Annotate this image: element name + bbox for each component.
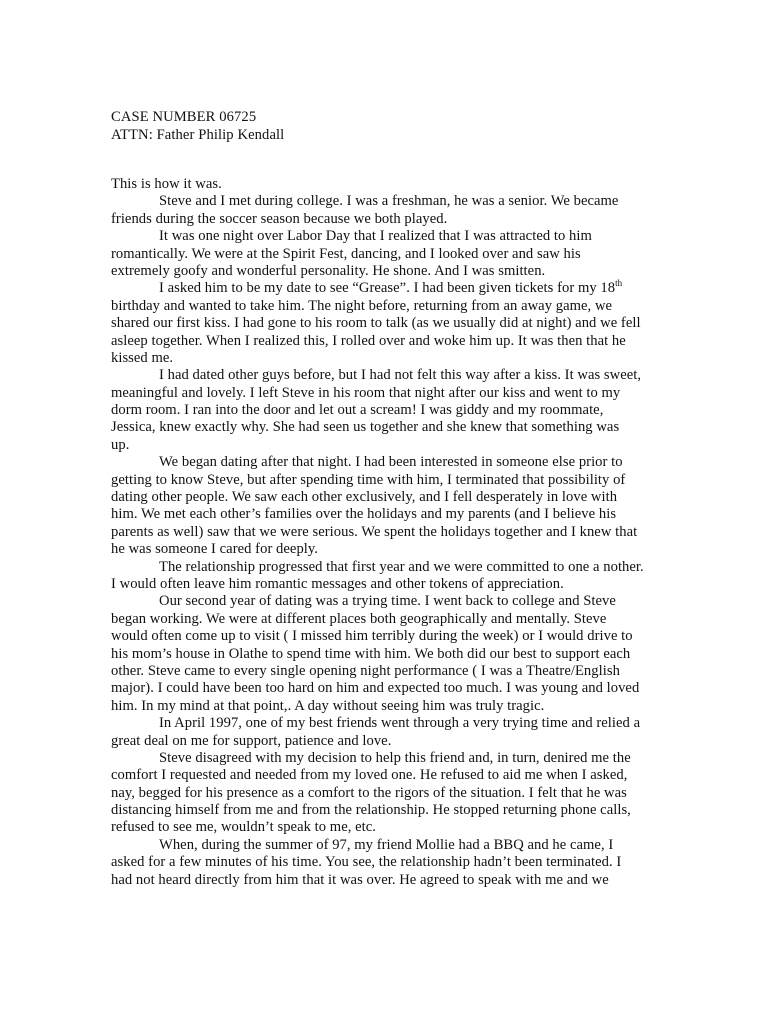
text-line bbox=[111, 402, 711, 419]
text-line-content: This is how it was. bbox=[111, 176, 222, 192]
text-line bbox=[111, 767, 711, 784]
text-line bbox=[111, 367, 711, 384]
text-line-content: It was one night over Labor Day that I realized that I was attracted to him bbox=[159, 228, 592, 245]
text-line bbox=[111, 176, 711, 193]
text-line-content: parents as well) saw that we were serious. We spent the holidays together and I knew that bbox=[111, 523, 638, 540]
text-line bbox=[111, 280, 711, 297]
text-line-content: began working. We were at different places both geographically and mentally. Steve bbox=[111, 610, 607, 627]
text-line-content: I asked him to be my date to see “Grease”. I had been given tickets for my 18 bbox=[159, 280, 616, 297]
text-line bbox=[111, 593, 711, 610]
text-line bbox=[111, 385, 711, 402]
ordinal-superscript: th bbox=[615, 278, 623, 289]
text-line-content: extremely goofy and wonderful personality. He shone. And I was smitten. bbox=[111, 262, 546, 279]
text-line-content: up. bbox=[111, 436, 130, 453]
text-line bbox=[111, 576, 711, 593]
text-line-content: refused to see me, wouldn’t speak to me, etc. bbox=[111, 819, 376, 836]
text-line-content: Our second year of dating was a trying time. I went back to college and Steve bbox=[159, 593, 616, 610]
text-line bbox=[111, 750, 711, 767]
text-line-content: Steve and I met during college. I was a freshman, he was a senior. We became bbox=[159, 193, 619, 210]
text-line bbox=[111, 663, 711, 680]
text-line bbox=[111, 628, 711, 645]
text-line-content: great deal on me for support, patience and love. bbox=[111, 732, 392, 749]
text-line-content: meaningful and lovely. I left Steve in his room that night after our kiss and went to my bbox=[111, 384, 621, 401]
text-line bbox=[111, 698, 711, 715]
text-line-content: his mom’s house in Olathe to spend time with him. We both did our best to support each bbox=[111, 645, 631, 662]
text-line bbox=[111, 489, 711, 506]
text-line-content: I would often leave him romantic messages and other tokens of appreciation. bbox=[111, 575, 564, 592]
text-line bbox=[111, 315, 711, 332]
text-line bbox=[111, 646, 711, 663]
text-line bbox=[111, 785, 711, 802]
text-line bbox=[111, 419, 711, 436]
text-line bbox=[111, 246, 711, 263]
text-line bbox=[111, 506, 711, 523]
text-line-content: getting to know Steve, but after spending time with him, I terminated that possibility of bbox=[111, 471, 626, 488]
letter-body bbox=[111, 176, 711, 889]
text-line-content: We began dating after that night. I had been interested in someone else prior to bbox=[159, 454, 623, 471]
text-line-content: Jessica, knew exactly why. She had seen us together and she knew that something was bbox=[111, 419, 620, 436]
text-line bbox=[111, 854, 711, 871]
text-line-content: Steve disagreed with my decision to help this friend and, in turn, denired me the bbox=[159, 749, 631, 766]
text-line bbox=[111, 193, 711, 210]
text-line-content: he was someone I cared for deeply. bbox=[111, 541, 319, 558]
text-line bbox=[111, 611, 711, 628]
text-line-content: When, during the summer of 97, my friend Mollie had a BBQ and he came, I bbox=[159, 836, 614, 853]
text-line-content: asked for a few minutes of his time. You see, the relationship hadn’t been terminated. I bbox=[111, 854, 622, 871]
text-line bbox=[111, 524, 711, 541]
text-line-content: comfort I requested and needed from my loved one. He refused to aid me when I asked, bbox=[111, 767, 628, 784]
text-line-content: shared our first kiss. I had gone to his room to talk (as we usually did at night) and we fell bbox=[111, 315, 641, 332]
text-line-content: dorm room. I ran into the door and let out a scream! I was giddy and my roommate, bbox=[111, 402, 604, 419]
attention-line: ATTN: Father Philip Kendall bbox=[111, 127, 285, 143]
text-line-content: would often come up to visit ( I missed him terribly during the week) or I would drive to bbox=[111, 628, 633, 645]
text-line bbox=[111, 228, 711, 245]
text-line bbox=[111, 437, 711, 454]
text-line-content: distancing himself from me and from the relationship. He stopped returning phone calls, bbox=[111, 802, 631, 819]
case-number: CASE NUMBER 06725 bbox=[111, 109, 257, 125]
text-line-content: had not heard directly from him that it was over. He agreed to speak with me and we bbox=[111, 871, 609, 888]
text-line bbox=[111, 733, 711, 750]
text-line-content: kissed me. bbox=[111, 349, 174, 366]
text-line bbox=[111, 350, 711, 367]
text-line-content: I had dated other guys before, but I had not felt this way after a kiss. It was sweet, bbox=[159, 367, 642, 384]
text-line-content: other. Steve came to every single opening night performance ( I was a Theatre/English bbox=[111, 662, 620, 679]
text-line-content: birthday and wanted to take him. The night before, returning from an away game, we bbox=[111, 297, 613, 314]
text-line-content: romantically. We were at the Spirit Fest, dancing, and I looked over and saw his bbox=[111, 245, 581, 262]
letter-header bbox=[111, 108, 284, 144]
text-line bbox=[111, 715, 711, 732]
text-line-content: major). I could have been too hard on him and expected too much. I was young and loved bbox=[111, 680, 640, 697]
text-line bbox=[111, 559, 711, 576]
text-line bbox=[111, 802, 711, 819]
text-line-content: The relationship progressed that first year and we were committed to one a nother. bbox=[159, 558, 644, 575]
text-line bbox=[111, 680, 711, 697]
text-line-content: nay, begged for his presence as a comfort to the rigors of the situation. I felt that he was bbox=[111, 784, 627, 801]
text-line bbox=[111, 872, 711, 889]
text-line bbox=[111, 472, 711, 489]
text-line bbox=[111, 819, 711, 836]
text-line-content: him. In my mind at that point,. A day without seeing him was truly tragic. bbox=[111, 697, 545, 714]
text-line-content: him. We met each other’s families over the holidays and my parents (and I believe his bbox=[111, 506, 617, 523]
text-line-content: friends during the soccer season because we both played. bbox=[111, 210, 448, 227]
text-line-content: In April 1997, one of my best friends went through a very trying time and relied a bbox=[159, 715, 641, 732]
text-line bbox=[111, 454, 711, 471]
text-line-content: asleep together. When I realized this, I rolled over and woke him up. It was then that he bbox=[111, 332, 626, 349]
text-line bbox=[111, 333, 711, 350]
text-line bbox=[111, 837, 711, 854]
text-line bbox=[111, 211, 711, 228]
text-line bbox=[111, 541, 711, 558]
text-line-content: dating other people. We saw each other exclusively, and I fell desperately in love with bbox=[111, 489, 618, 506]
text-line bbox=[111, 298, 711, 315]
